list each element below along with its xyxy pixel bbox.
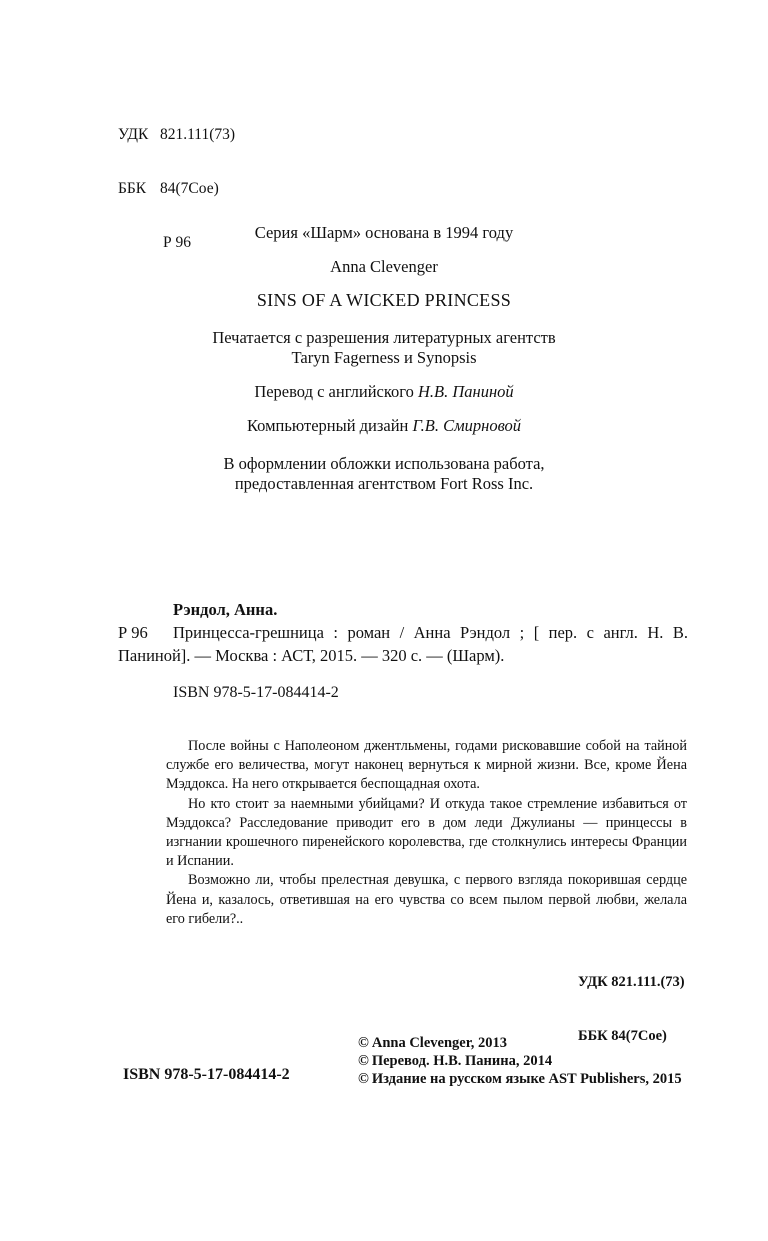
cip-shelf-mark: Р 96 xyxy=(118,623,148,642)
udk-value: 821.111(73) xyxy=(160,126,236,143)
annotation-paragraph: Но кто стоит за наемными убийцами? И откуда такое стремление избавиться от Мэддокса? Расследование приводит его в дом леди Джулианы — принцессы в изгнании крошечного пиренейского королевства, где столкнулись интересы Франции и Испании. xyxy=(166,795,687,870)
cip-description: Принцесса-грешница : роман / Анна Рэндол ; [ пер. с англ. Н. В. Паниной]. — Москва : АСТ, 2015. — 320 с. — (Шарм). xyxy=(118,623,688,665)
cip-isbn: ISBN 978-5-17-084414-2 xyxy=(173,684,339,701)
copyright-icon: © xyxy=(358,1071,369,1087)
copyright-block xyxy=(358,1034,682,1088)
copyright-line-publisher xyxy=(358,1070,682,1088)
shelf-mark-top: Р 96 xyxy=(163,234,191,251)
isbn-colophon: ISBN 978-5-17-084414-2 xyxy=(123,1066,290,1083)
original-title: SINS OF A WICKED PRINCESS xyxy=(256,290,512,310)
udk-label: УДК xyxy=(118,126,149,143)
copyright-icon: © xyxy=(358,1035,369,1051)
translator-name: Н.В. Паниной xyxy=(418,382,514,401)
annotation-paragraph: Возможно ли, чтобы прелестная девушка, с первого взгляда покорившая сердце Йена и, казалось, ответившая на его чувства со всем пылом первой любви, желала его гибели?.. xyxy=(166,872,687,927)
original-author: Anna Clevenger xyxy=(330,257,438,276)
cip-record xyxy=(118,598,688,704)
bbk-label: ББК xyxy=(118,180,147,197)
udk-line-bottom: УДК 821.111.(73) xyxy=(578,974,685,990)
designer-credit xyxy=(0,416,768,436)
annotation-block xyxy=(166,737,687,929)
bbk-value: 84(7Сое) xyxy=(160,180,219,197)
copyright-line-author xyxy=(358,1034,682,1052)
cip-body xyxy=(118,621,688,667)
bbk-row xyxy=(118,180,235,198)
cover-credit-line-1: В оформлении обложки использована работа, xyxy=(223,454,545,473)
copyright-icon: © xyxy=(358,1053,369,1069)
designer-credit-prefix: Компьютерный дизайн xyxy=(246,416,413,435)
agency-credit-line-1: Печатается с разрешения литературных агентств xyxy=(212,328,556,347)
copyright-translation-text: Перевод. Н.В. Панина, 2014 xyxy=(371,1053,553,1069)
cover-credit-line-2: предоставленная агентством Fort Ross Inc. xyxy=(234,474,534,493)
copyright-author-text: Anna Clevenger, 2013 xyxy=(371,1035,508,1051)
copyright-line-translation xyxy=(358,1052,682,1070)
agency-credit-line-2: Taryn Fagerness и Synopsis xyxy=(291,348,477,367)
cover-artwork-credit xyxy=(0,454,768,494)
copyright-publisher-text: Издание на русском языке AST Publishers, 2015 xyxy=(371,1071,682,1087)
translator-credit-prefix: Перевод с английского xyxy=(254,382,419,401)
annotation-paragraph: После войны с Наполеоном джентльмены, годами рисковавшие собой на тайной службе его величества, могут наконец вернуться к мирной жизни. Все, кроме Йена Мэддокса. На него открывается беспощадная охота. xyxy=(166,738,687,793)
literary-agency-credit xyxy=(0,328,768,368)
udk-row xyxy=(118,126,235,144)
imprint-block xyxy=(0,222,768,494)
series-line: Серия «Шарм» основана в 1994 году xyxy=(254,223,514,242)
bbk-line-bottom: ББК 84(7Сое) xyxy=(578,1028,667,1044)
translator-credit xyxy=(0,382,768,402)
designer-name: Г.В. Смирновой xyxy=(412,416,522,435)
cip-author-heading: Рэндол, Анна. xyxy=(173,600,278,619)
